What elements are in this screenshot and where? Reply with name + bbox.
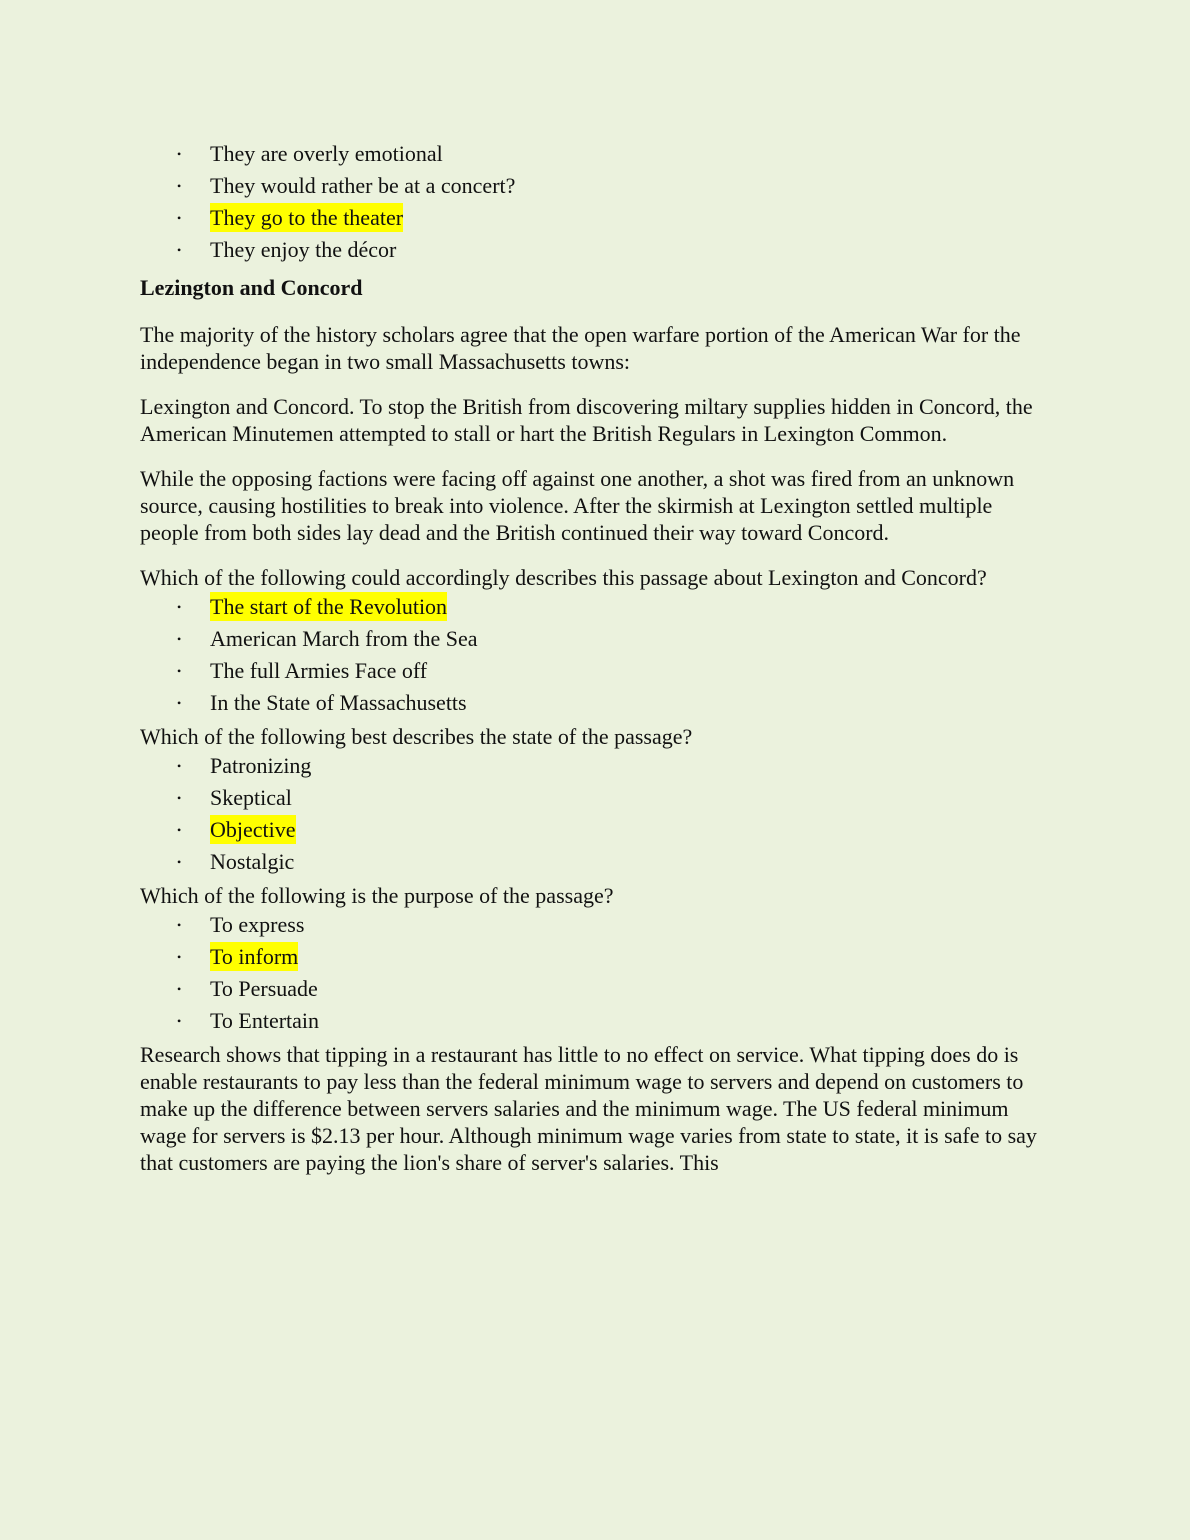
question-2: Which of the following best describes the state of the passage? [140,724,693,749]
list-item [140,782,1040,814]
document-page [140,138,1040,1176]
section-heading: Lezington and Concord [140,275,363,300]
bullet-icon: • [177,243,182,257]
list-item-text: Patronizing [210,753,312,778]
list-item [140,655,1040,687]
bullet-icon: • [177,211,182,225]
answer-list-1 [140,138,1040,266]
bullet-icon: • [177,696,182,710]
question-1: Which of the following could accordingly describes this passage about Lexington and Concord? [140,565,987,590]
paragraph-intro: The majority of the history scholars agree that the open warfare portion of the American War for the independence began in two small Massachusetts towns: [140,322,1021,374]
paragraph-tipping: Research shows that tipping in a restaurant has little to no effect on service. What tipping does do is enable restaurants to pay less than the federal minimum wage to servers and depend on customers to make up the difference between servers salaries and the minimum wage. The US federal minimum wage for servers is $2.13 per hour. Although minimum wage varies from state to state, it is safe to say that customers are paying the lion's share of server's salaries. This [140,1042,1037,1175]
list-item [140,138,1040,170]
list-item-text: To express [210,912,305,937]
list-item-text: In the State of Massachusetts [210,690,467,715]
list-item-text: They are overly emotional [210,141,443,166]
list-item [140,814,1040,846]
list-item [140,202,1040,234]
list-item [140,909,1040,941]
bullet-icon: • [177,982,182,996]
bullet-icon: • [177,791,182,805]
highlighted-answer: They go to the theater [210,205,404,230]
list-item [140,591,1040,623]
list-item [140,846,1040,878]
list-item-text: Skeptical [210,785,292,810]
list-item [140,234,1040,266]
list-item-text: Nostalgic [210,849,295,874]
bullet-icon: • [177,179,182,193]
list-item [140,750,1040,782]
list-item-text: To Entertain [210,1008,320,1033]
list-item [140,170,1040,202]
bullet-icon: • [177,600,182,614]
bullet-icon: • [177,664,182,678]
list-item [140,1005,1040,1037]
bullet-icon: • [177,918,182,932]
highlighted-answer: To inform [210,944,299,969]
bullet-icon: • [177,1014,182,1028]
list-item [140,687,1040,719]
bullet-icon: • [177,632,182,646]
list-item-text: The full Armies Face off [210,658,428,683]
answer-list-4 [140,909,1040,1037]
highlighted-answer: The start of the Revolution [210,594,448,619]
answer-list-3 [140,750,1040,878]
paragraph-skirmish: While the opposing factions were facing off against one another, a shot was fired from an unknown source, causing hostilities to break into violence. After the skirmish at Lexington settled multiple people from both sides lay dead and the British continued their way toward Concord. [140,466,1015,545]
paragraph-lexington: Lexington and Concord. To stop the British from discovering miltary supplies hidden in Concord, the American Minutemen attempted to stall or hart the British Regulars in Lexington Common. [140,394,1033,446]
bullet-icon: • [177,855,182,869]
list-item-text: American March from the Sea [210,626,478,651]
question-3: Which of the following is the purpose of the passage? [140,883,614,908]
answer-list-2 [140,591,1040,719]
bullet-icon: • [177,823,182,837]
list-item [140,623,1040,655]
bullet-icon: • [177,950,182,964]
list-item-text: They would rather be at a concert? [210,173,516,198]
bullet-icon: • [177,759,182,773]
list-item-text: They enjoy the décor [210,237,397,262]
bullet-icon: • [177,147,182,161]
list-item-text: To Persuade [210,976,318,1001]
highlighted-answer: Objective [210,817,296,842]
list-item [140,973,1040,1005]
list-item [140,941,1040,973]
